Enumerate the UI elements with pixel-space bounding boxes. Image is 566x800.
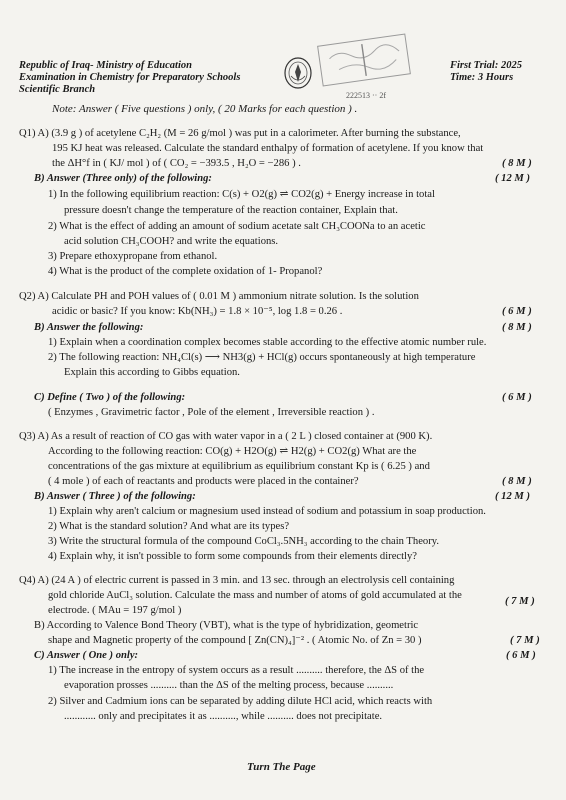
q1-a-marks: ( 8 M ) bbox=[502, 158, 532, 169]
q4-b-line: shape and Magnetic property of the compound [ Zn(CN)₄]⁻² . ( Atomic No. of Zn = 30 ) bbox=[48, 635, 422, 646]
q1-a-line: 195 KJ heat was released. Calculate the standard enthalpy of formation of acetylene. If you know that bbox=[52, 143, 484, 154]
q4-c-heading: C) Answer ( One ) only: bbox=[34, 650, 139, 661]
ministry-seal-icon bbox=[283, 56, 313, 90]
q1-b-line: 2) What is the effect of adding an amount of sodium acetate salt CH₃COONa to an acetic bbox=[48, 221, 426, 232]
header-branch: Scientific Branch bbox=[19, 84, 96, 95]
footer-turn-page: Turn The Page bbox=[247, 761, 316, 773]
q1-b-heading: B) Answer (Three only) of the following: bbox=[34, 173, 212, 184]
q2-b-line: 1) Explain when a coordination complex becomes stable according to the effective atomic number rule. bbox=[48, 337, 487, 348]
q2-b-heading: B) Answer the following: bbox=[34, 322, 144, 333]
q3-b-line: 2) What is the standard solution? And what are its types? bbox=[48, 521, 290, 532]
header-left bbox=[19, 60, 240, 96]
q1-b-line: acid solution CH₃COOH? and write the equations. bbox=[64, 236, 279, 247]
exam-code: 222513 ·· 2f bbox=[346, 91, 386, 100]
header-right bbox=[450, 60, 522, 84]
q3-b-marks: ( 12 M ) bbox=[495, 491, 531, 502]
q2-a-line: Q2) A) Calculate PH and POH values of ( 0.01 M ) ammonium nitrate solution. Is the solution bbox=[19, 291, 419, 302]
q1-b-marks: ( 12 M ) bbox=[495, 173, 531, 184]
q4-a-line: gold chloride AuCl₃ solution. Calculate the mass and number of atoms of gold accumulated at the bbox=[48, 590, 462, 601]
header-time: Time: 3 Hours bbox=[450, 72, 514, 83]
q4-b-line: B) According to Valence Bond Theory (VBT), what is the type of hybridization, geometric bbox=[34, 620, 419, 631]
q4-c-line: 1) The increase in the entropy of system occurs as a result .......... therefore, the ΔS of the bbox=[48, 665, 425, 676]
q2-b-line: Explain this according to Gibbs equation. bbox=[64, 367, 240, 378]
q1-b-line: 3) Prepare ethoxypropane from ethanol. bbox=[48, 251, 218, 262]
q3-a-line: concentrations of the gas mixture at equilibrium as equilibrium constant Kp is ( 6.25 ) and bbox=[48, 461, 430, 472]
q3-b-line: 1) Explain why aren't calcium or magnesium used instead of sodium and potassium in soap production. bbox=[48, 506, 486, 517]
stamp-mark-icon bbox=[315, 30, 413, 90]
q4-c-marks: ( 6 M ) bbox=[506, 650, 536, 661]
q3-a-marks: ( 8 M ) bbox=[502, 476, 532, 487]
q1-b-line: pressure doesn't change the temperature of the reaction container, Explain that. bbox=[64, 205, 398, 216]
q1-b-line: 4) What is the product of the complete oxidation of 1- Propanol? bbox=[48, 266, 323, 277]
q3-a-line: ( 4 mole ) of each of reactants and products were placed in the container? bbox=[48, 476, 359, 487]
q4-c-line: ............ only and precipitates it as .........., while .......... does not precipitate. bbox=[64, 711, 383, 722]
q3-b-heading: B) Answer ( Three ) of the following: bbox=[34, 491, 196, 502]
q3-a-line: According to the following reaction: CO(g) + H2O(g) ⇌ H2(g) + CO2(g) What are the bbox=[48, 446, 417, 457]
q2-b-line: 2) The following reaction: NH₄Cl(s) ⟶ NH3(g) + HCl(g) occurs spontaneously at high temperature bbox=[48, 352, 476, 363]
q2-a-line: acidic or basic? If you know: Kb(NH₃) = 1.8 × 10⁻⁵, log 1.8 = 0.26 . bbox=[52, 306, 343, 317]
exam-note: Note: Answer ( Five questions ) only, ( 20 Marks for each question ) . bbox=[52, 103, 358, 115]
q4-a-marks: ( 7 M ) bbox=[505, 596, 535, 607]
q3-a-line: Q3) A) As a result of reaction of CO gas with water vapor in a ( 2 L ) closed container at (900 K). bbox=[19, 431, 433, 442]
q4-c-line: 2) Silver and Cadmium ions can be separated by adding dilute HCl acid, which reacts with bbox=[48, 696, 433, 707]
header-trial: First Trial: 2025 bbox=[450, 60, 522, 71]
q4-b-marks: ( 7 M ) bbox=[510, 635, 540, 646]
q2-b-marks: ( 8 M ) bbox=[502, 322, 532, 333]
header-exam: Examination in Chemistry for Preparatory Schools bbox=[19, 72, 241, 83]
q1-b-line: 1) In the following equilibrium reaction: C(s) + O2(g) ⇌ CO2(g) + Energy increase in total bbox=[48, 189, 435, 200]
q1-a-line: the ΔH°f in ( KJ/ mol ) of ( CO₂ = −393.5 , H₂O = −286 ) . bbox=[52, 158, 301, 169]
q2-c-heading: C) Define ( Two ) of the following: bbox=[34, 392, 186, 403]
q4-c-line: evaporation prosses .......... than the ΔS of the melting process, because .......... bbox=[64, 680, 394, 691]
q2-c-line: ( Enzymes , Gravimetric factor , Pole of the element , Irreversible reaction ) . bbox=[48, 407, 375, 418]
q1-a-line: Q1) A) (3.9 g ) of acetylene C₂H₂ (M = 26 g/mol ) was put in a calorimeter. After burning the substance, bbox=[19, 128, 461, 139]
q3-b-line: 3) Write the structural formula of the compound CoCl₃.5NH₃ according to the chain Theory. bbox=[48, 536, 439, 547]
header-ministry: Republic of Iraq- Ministry of Education bbox=[19, 60, 192, 71]
q2-c-marks: ( 6 M ) bbox=[502, 392, 532, 403]
q3-b-line: 4) Explain why, it isn't possible to form some compounds from their elements directly? bbox=[48, 551, 417, 562]
q4-a-line: Q4) A) (24 A ) of electric current is passed in 3 min. and 13 sec. through an electrolysis cell containing bbox=[19, 575, 455, 586]
q4-a-line: electrode. ( MAu = 197 g/mol ) bbox=[48, 605, 182, 616]
q2-a-marks: ( 6 M ) bbox=[502, 306, 532, 317]
